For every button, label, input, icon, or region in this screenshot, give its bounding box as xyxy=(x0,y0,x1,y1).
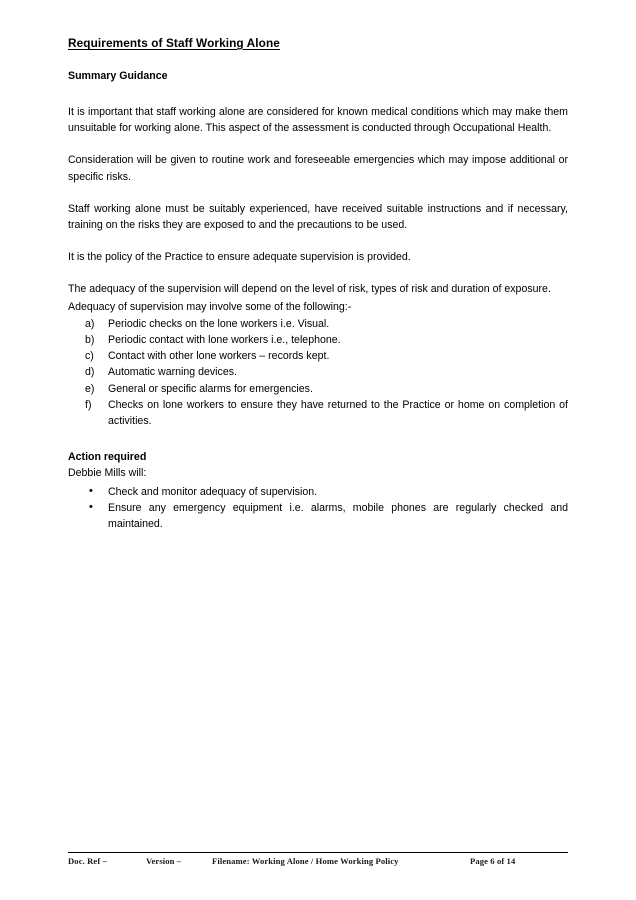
page-title: Requirements of Staff Working Alone xyxy=(68,36,280,50)
list-item-text: Contact with other lone workers – records kept. xyxy=(108,350,330,363)
section-heading-action-required: Action required xyxy=(68,451,147,464)
footer-divider xyxy=(68,852,568,853)
list-item-text: Check and monitor adequacy of supervision. xyxy=(108,485,318,498)
bullet-icon: • xyxy=(89,485,93,498)
list-item xyxy=(68,500,568,532)
list-item xyxy=(68,484,568,500)
list-item xyxy=(68,364,568,380)
paragraph-medical-conditions: It is important that staff working alone are considered for known medical conditions which may make them unsuitable for working alone. This aspect of the assessment is conducted through Occupational Health. xyxy=(68,105,568,135)
supervision-methods-list xyxy=(68,316,568,429)
footer-doc-ref: Doc. Ref – xyxy=(68,856,107,866)
list-item xyxy=(68,332,568,348)
footer-version: Version – xyxy=(146,856,182,866)
list-marker: a) xyxy=(85,317,95,330)
list-item-text: Checks on lone workers to ensure they have returned to the Practice or home on completion of activities. xyxy=(108,398,568,428)
paragraph-routine-work: Consideration will be given to routine work and foreseeable emergencies which may impose additional or specific risks. xyxy=(68,154,568,183)
list-marker: b) xyxy=(85,334,95,346)
list-marker: d) xyxy=(85,366,95,379)
document-body xyxy=(68,36,568,532)
bullet-icon: • xyxy=(89,501,93,514)
list-item xyxy=(68,316,568,332)
paragraph-adequacy-supervision: The adequacy of the supervision will depend on the level of risk, types of risk and duration of exposure. xyxy=(68,283,551,296)
list-marker: f) xyxy=(85,398,92,411)
footer-page-number: Page 6 of 14 xyxy=(470,856,516,866)
list-intro: Adequacy of supervision may involve some of the following:- xyxy=(68,300,352,313)
list-marker: c) xyxy=(85,350,94,363)
page-footer xyxy=(68,852,568,874)
paragraph-policy-supervision: It is the policy of the Practice to ensure adequate supervision is provided. xyxy=(68,251,411,264)
paragraph-suitably-experienced: Staff working alone must be suitably experienced, have received suitable instructions and if necessary, training on the risks they are exposed to and the precautions to be used. xyxy=(68,202,568,231)
list-item xyxy=(68,397,568,429)
list-item-text: Periodic contact with lone workers i.e., telephone. xyxy=(108,334,341,346)
footer-filename: Filename: Working Alone / Home Working Policy xyxy=(212,856,399,866)
action-items-list xyxy=(68,484,568,533)
footer-row xyxy=(68,856,568,874)
list-item-text: Ensure any emergency equipment i.e. alarms, mobile phones are regularly checked and maintained. xyxy=(108,501,568,531)
action-owner-line: Debbie Mills will: xyxy=(68,467,147,480)
section-heading-summary-guidance: Summary Guidance xyxy=(68,69,168,82)
list-marker: e) xyxy=(85,382,95,395)
list-item-text: Automatic warning devices. xyxy=(108,366,237,379)
list-item-text: Periodic checks on the lone workers i.e. Visual. xyxy=(108,317,330,330)
list-item xyxy=(68,381,568,397)
list-item xyxy=(68,348,568,364)
list-item-text: General or specific alarms for emergencies. xyxy=(108,382,313,395)
